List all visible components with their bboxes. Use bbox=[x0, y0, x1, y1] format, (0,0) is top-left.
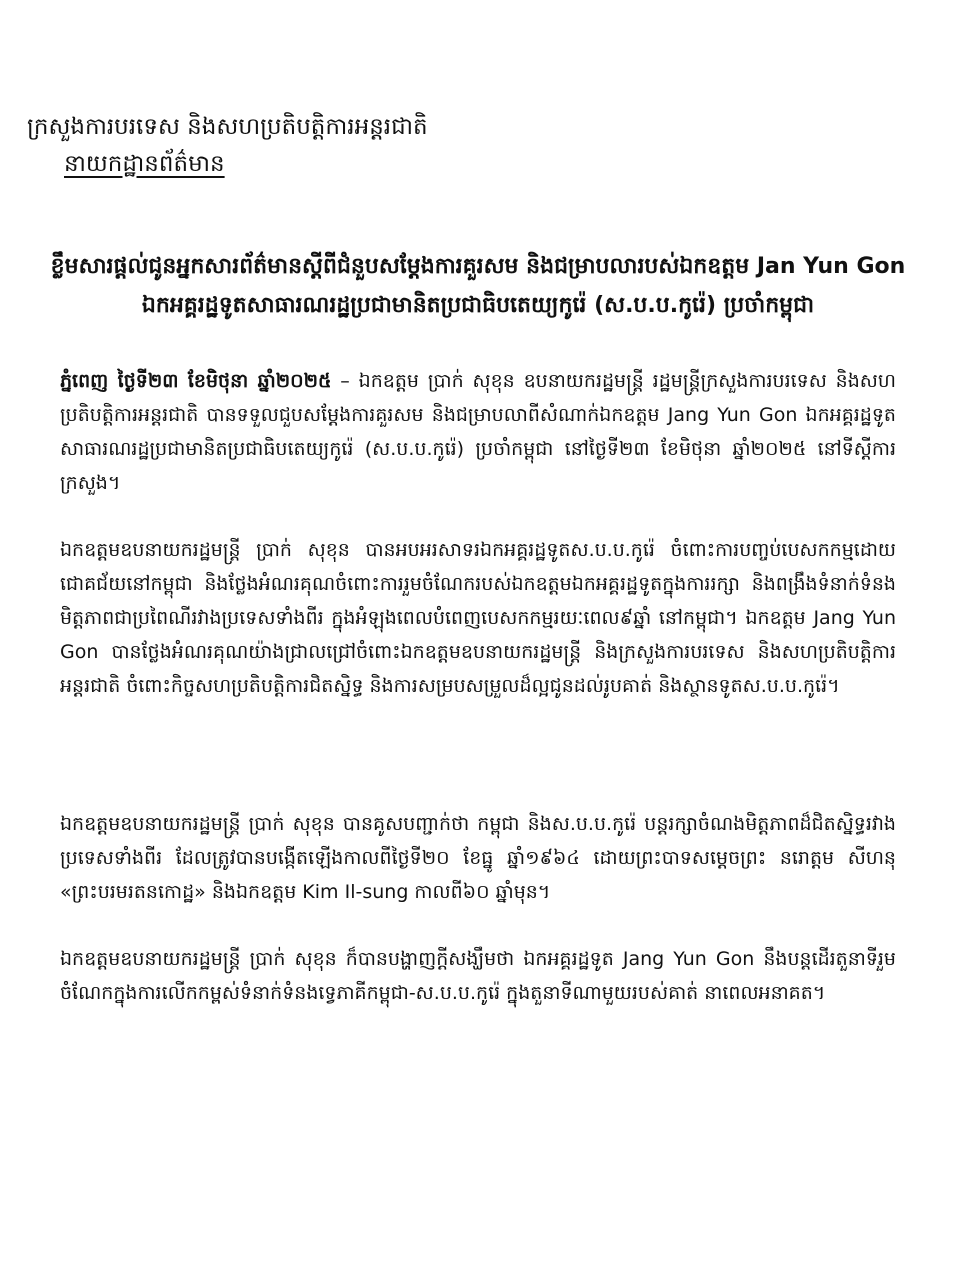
ministry-name: ក្រសួងការបរទេស និងសហប្រតិបត្តិការអន្តរជាតិ bbox=[27, 114, 428, 140]
paragraph-4: ឯកឧត្តមឧបនាយករដ្ឋមន្ត្រី ប្រាក់ សុខុន ក៏បានបង្ហាញក្តីសង្ឃឹមថា ឯកអគ្គរដ្ឋទូត Jang Yun Gon នឹងបន្តដើរតួនាទីរួមចំណែកក្នុងការលើកកម្ពស់ទំនាក់ទំនងទ្វេភាគីកម្ពុជា-ស.ប.ប.កូរ៉េ ក្នុងតួនាទីណាមួយរបស់គាត់ នាពេលអនាគត។ bbox=[60, 948, 896, 1004]
dateline: ភ្នំពេញ ថ្ងៃទី២៣ ខែមិថុនា ឆ្នាំ២០២៥ bbox=[60, 370, 332, 392]
paragraph-1 bbox=[60, 364, 896, 500]
paragraph-1-text: – ឯកឧត្តម ប្រាក់ សុខុន ឧបនាយករដ្ឋមន្ត្រី រដ្ឋមន្ត្រីក្រសួងការបរទេស និងសហប្រតិបត្តិការអន្តរជាតិ បានទទួលជួបសម្តែងការគួរសម និងជម្រាបលាពីសំណាក់ឯកឧត្តម Jang Yun Gon ឯកអគ្គរដ្ឋទូតសាធារណរដ្ឋប្រជាមានិតប្រជាធិបតេយ្យកូរ៉េ (ស.ប.ប.កូរ៉េ) ប្រចាំកម្ពុជា នៅថ្ងៃទី២៣ ខែមិថុនា ឆ្នាំ២០២៥ នៅទីស្តីការក្រសួង។ bbox=[60, 370, 896, 494]
headline-line-2: ឯកអគ្គរដ្ឋទូតសាធារណរដ្ឋប្រជាមានិតប្រជាធិបតេយ្យកូរ៉េ (ស.ប.ប.កូរ៉េ) ប្រចាំកម្ពុជា bbox=[141, 293, 815, 318]
department-name: នាយកដ្ឋានព័ត៌មាន bbox=[64, 151, 225, 177]
paragraph-3: ឯកឧត្តមឧបនាយករដ្ឋមន្ត្រី ប្រាក់ សុខុន បានគូសបញ្ជាក់ថា កម្ពុជា និងស.ប.ប.កូរ៉េ បន្តរក្សាចំណងមិត្តភាពដ៏ជិតស្និទ្ធរវាងប្រទេសទាំងពីរ ដែលត្រូវបានបង្កើតឡើងកាលពីថ្ងៃទី២០ ខែធ្នូ ឆ្នាំ១៩៦៤ ដោយព្រះបាទសម្តេចព្រះ នរោត្តម សីហនុ «ព្រះបរមរតនកោដ្ឋ» និងឯកឧត្តម Kim Il-sung កាលពី៦០ ឆ្នាំមុន។ bbox=[60, 813, 896, 903]
paragraph-2: ឯកឧត្តមឧបនាយករដ្ឋមន្ត្រី ប្រាក់ សុខុន បានអបអរសាទរឯកអគ្គរដ្ឋទូតស.ប.ប.កូរ៉េ ចំពោះការបញ្ចប់បេសកកម្មដោយជោគជ័យនៅកម្ពុជា និងថ្លែងអំណរគុណចំពោះការរួមចំណែករបស់ឯកឧត្តមឯកអគ្គរដ្ឋទូតក្នុងការរក្សា និងពង្រឹងទំនាក់ទំនងមិត្តភាពជាប្រពៃណីរវាងប្រទេសទាំងពីរ ក្នុងអំឡុងពេលបំពេញបេសកកម្មរយៈពេល៩ឆ្នាំ នៅកម្ពុជា។ ឯកឧត្តម Jang Yun Gon បានថ្លែងអំណរគុណយ៉ាងជ្រាលជ្រៅចំពោះឯកឧត្តមឧបនាយករដ្ឋមន្ត្រី និងក្រសួងការបរទេស និងសហប្រតិបត្តិការអន្តរជាតិ ចំពោះកិច្ចសហប្រតិបត្តិការជិតស្និទ្ធ និងការសម្របសម្រួលដ៏ល្អជូនដល់រូបគាត់ និងស្ថានទូតស.ប.ប.កូរ៉េ។ bbox=[60, 539, 896, 697]
headline-line-1: ខ្លឹមសារផ្តល់ជូនអ្នកសារព័ត៌មានស្តីពីជំនួបសម្តែងការគួរសម និងជម្រាបលារបស់ឯកឧត្តម Jan Yun Gon bbox=[50, 254, 906, 279]
